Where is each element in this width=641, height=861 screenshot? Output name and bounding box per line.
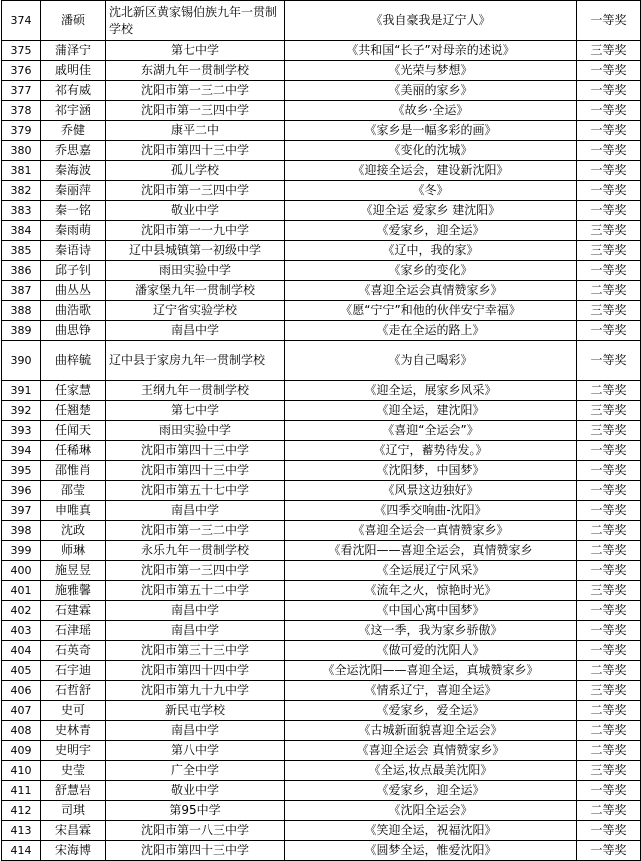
award-level: 一等奖 [577,461,641,481]
table-row [2,781,641,801]
award-level: 二等奖 [577,741,641,761]
award-level: 二等奖 [577,541,641,561]
table-row [2,801,641,821]
award-level: 一等奖 [577,161,641,181]
award-table [1,0,641,861]
work-title: 《迎全运，展家乡风采》 [285,381,577,401]
school-name: 沈阳市第五十二中学 [106,581,285,601]
work-title: 《全运展辽宁风采》 [285,561,577,581]
row-number: 414 [2,841,41,861]
school-name: 王纲九年一贯制学校 [106,381,285,401]
student-name: 石宇迪 [41,661,106,681]
table-row [2,461,641,481]
school-name: 沈阳市第四十三中学 [106,441,285,461]
school-name: 沈阳市第五十七中学 [106,481,285,501]
table-row [2,541,641,561]
row-number: 409 [2,741,41,761]
table-row [2,521,641,541]
row-number: 405 [2,661,41,681]
award-level: 一等奖 [577,561,641,581]
row-number: 403 [2,621,41,641]
student-name: 施昱昱 [41,561,106,581]
table-row [2,261,641,281]
school-name: 沈北新区黄家锡伯族九年一贯制学校 [106,1,285,41]
table-row [2,221,641,241]
award-level: 一等奖 [577,441,641,461]
row-number: 400 [2,561,41,581]
work-title: 《全运,妆点最美沈阳》 [285,761,577,781]
work-title: 《迎接全运会，建设新沈阳》 [285,161,577,181]
student-name: 邱子钊 [41,261,106,281]
school-name: 沈阳市第一三二中学 [106,81,285,101]
school-name: 南昌中学 [106,501,285,521]
student-name: 史林青 [41,721,106,741]
student-name: 史明宇 [41,741,106,761]
work-title: 《笑迎全运，祝福沈阳》 [285,821,577,841]
row-number: 388 [2,301,41,321]
school-name: 第八中学 [106,741,285,761]
award-level: 一等奖 [577,501,641,521]
work-title: 《故乡·全运》 [285,101,577,121]
table-row [2,641,641,661]
table-row [2,601,641,621]
student-name: 邵莹 [41,481,106,501]
row-number: 404 [2,641,41,661]
school-name: 沈阳市第四十三中学 [106,141,285,161]
award-level: 三等奖 [577,681,641,701]
student-name: 宋海博 [41,841,106,861]
student-name: 秦一铭 [41,201,106,221]
student-name: 曲梓毓 [41,341,106,381]
row-number: 407 [2,701,41,721]
row-number: 413 [2,821,41,841]
student-name: 蒲泽宁 [41,41,106,61]
school-name: 广全中学 [106,761,285,781]
award-level: 一等奖 [577,781,641,801]
school-name: 南昌中学 [106,601,285,621]
table-row [2,741,641,761]
student-name: 戚明佳 [41,61,106,81]
school-name: 南昌中学 [106,321,285,341]
table-row [2,121,641,141]
row-number: 397 [2,501,41,521]
table-row [2,701,641,721]
award-level: 一等奖 [577,341,641,381]
award-level: 一等奖 [577,481,641,501]
table-row [2,141,641,161]
table-row [2,561,641,581]
work-title: 《喜迎“全运会”》 [285,421,577,441]
award-level: 二等奖 [577,281,641,301]
work-title: 《流年之火，惊艳时光》 [285,581,577,601]
work-title: 《家乡的变化》 [285,261,577,281]
student-name: 石建霖 [41,601,106,621]
row-number: 390 [2,341,41,381]
student-name: 沈政 [41,521,106,541]
row-number: 391 [2,381,41,401]
work-title: 《圆梦全运，惟爱沈阳》 [285,841,577,861]
award-level: 一等奖 [577,261,641,281]
school-name: 沈阳市第一三四中学 [106,101,285,121]
student-name: 祁宇涵 [41,101,106,121]
award-level: 二等奖 [577,721,641,741]
student-name: 秦丽萍 [41,181,106,201]
student-name: 乔思嘉 [41,141,106,161]
work-title: 《喜迎全运会 真情赞家乡》 [285,741,577,761]
school-name: 孤儿学校 [106,161,285,181]
row-number: 401 [2,581,41,601]
student-name: 曲思铮 [41,321,106,341]
table-row [2,661,641,681]
row-number: 395 [2,461,41,481]
work-title: 《古城新面貌喜迎全运会》 [285,721,577,741]
award-level: 一等奖 [577,81,641,101]
table-row [2,41,641,61]
award-level: 一等奖 [577,641,641,661]
student-name: 任翘楚 [41,401,106,421]
student-name: 曲浩歌 [41,301,106,321]
work-title: 《辽宁，蓄势待发。》 [285,441,577,461]
student-name: 秦雨萌 [41,221,106,241]
school-name: 辽宁省实验学校 [106,301,285,321]
award-level: 一等奖 [577,61,641,81]
school-name: 沈阳市第一三二中学 [106,521,285,541]
work-title: 《看沈阳——喜迎全运会，真情赞家乡 [285,541,577,561]
row-number: 402 [2,601,41,621]
work-title: 《迎全运 爱家乡 建沈阳》 [285,201,577,221]
school-name: 沈阳市第九十九中学 [106,681,285,701]
row-number: 387 [2,281,41,301]
table-row [2,181,641,201]
award-level: 一等奖 [577,621,641,641]
student-name: 师琳 [41,541,106,561]
row-number: 377 [2,81,41,101]
row-number: 381 [2,161,41,181]
award-level: 一等奖 [577,181,641,201]
school-name: 南昌中学 [106,621,285,641]
student-name: 石哲舒 [41,681,106,701]
award-level: 一等奖 [577,121,641,141]
award-level: 二等奖 [577,381,641,401]
award-level: 三等奖 [577,401,641,421]
row-number: 382 [2,181,41,201]
row-number: 389 [2,321,41,341]
school-name: 辽中县于家房九年一贯制学校 [106,341,285,381]
work-title: 《光荣与梦想》 [285,61,577,81]
work-title: 《变化的沈城》 [285,141,577,161]
award-level: 三等奖 [577,421,641,441]
student-name: 申唯真 [41,501,106,521]
school-name: 沈阳市第四十四中学 [106,661,285,681]
student-name: 任家慧 [41,381,106,401]
work-title: 《喜迎全运会真情赞家乡》 [285,281,577,301]
school-name: 东湖九年一贯制学校 [106,61,285,81]
table-row [2,761,641,781]
row-number: 406 [2,681,41,701]
work-title: 《沈阳梦，中国梦》 [285,461,577,481]
school-name: 沈阳市第四十三中学 [106,461,285,481]
row-number: 399 [2,541,41,561]
table-row [2,341,641,381]
table-row [2,681,641,701]
work-title: 《情系辽宁，喜迎全运》 [285,681,577,701]
row-number: 384 [2,221,41,241]
school-name: 沈阳市第四十三中学 [106,841,285,861]
work-title: 《全运沈阳——喜迎全运，真城赞家乡》 [285,661,577,681]
award-level: 一等奖 [577,601,641,621]
student-name: 乔健 [41,121,106,141]
school-name: 永乐九年一贯制学校 [106,541,285,561]
award-level: 二等奖 [577,521,641,541]
table-row [2,481,641,501]
row-number: 383 [2,201,41,221]
table-row [2,241,641,261]
award-level: 三等奖 [577,221,641,241]
student-name: 石津瑶 [41,621,106,641]
student-name: 舒慧岩 [41,781,106,801]
award-level: 三等奖 [577,581,641,601]
award-level: 二等奖 [577,661,641,681]
work-title: 《走在全运的路上》 [285,321,577,341]
award-level: 二等奖 [577,801,641,821]
school-name: 沈阳市第一八三中学 [106,821,285,841]
row-number: 408 [2,721,41,741]
school-name: 康平二中 [106,121,285,141]
row-number: 380 [2,141,41,161]
work-title: 《迎全运，建沈阳》 [285,401,577,421]
work-title: 《中国心寓中国梦》 [285,601,577,621]
row-number: 394 [2,441,41,461]
row-number: 396 [2,481,41,501]
work-title: 《爱家乡，爱全运》 [285,701,577,721]
table-row [2,301,641,321]
award-level: 一等奖 [577,841,641,861]
student-name: 史莹 [41,761,106,781]
award-table-body [2,1,641,861]
school-name: 沈阳市第三十三中学 [106,641,285,661]
table-row [2,401,641,421]
table-row [2,821,641,841]
student-name: 司琪 [41,801,106,821]
work-title: 《风景这边独好》 [285,481,577,501]
award-level: 二等奖 [577,701,641,721]
student-name: 石英奇 [41,641,106,661]
student-name: 宋昌霖 [41,821,106,841]
table-row [2,581,641,601]
row-number: 378 [2,101,41,121]
work-title: 《愿“宁宁”和他的伙伴安宁幸福》 [285,301,577,321]
student-name: 任闻天 [41,421,106,441]
row-number: 374 [2,1,41,41]
work-title: 《冬》 [285,181,577,201]
row-number: 386 [2,261,41,281]
table-row [2,381,641,401]
row-number: 375 [2,41,41,61]
student-name: 秦语诗 [41,241,106,261]
work-title: 《家乡是一幅多彩的画》 [285,121,577,141]
student-name: 史可 [41,701,106,721]
school-name: 雨田实验中学 [106,261,285,281]
student-name: 潘硕 [41,1,106,41]
work-title: 《爱家乡，迎全运》 [285,221,577,241]
work-title: 《这一季，我为家乡骄傲》 [285,621,577,641]
award-level: 一等奖 [577,201,641,221]
school-name: 雨田实验中学 [106,421,285,441]
row-number: 393 [2,421,41,441]
award-level: 三等奖 [577,241,641,261]
table-row [2,1,641,41]
school-name: 第七中学 [106,401,285,421]
table-row [2,201,641,221]
school-name: 新民屯学校 [106,701,285,721]
award-level: 一等奖 [577,821,641,841]
row-number: 379 [2,121,41,141]
school-name: 南昌中学 [106,721,285,741]
row-number: 398 [2,521,41,541]
work-title: 《辽中，我的家》 [285,241,577,261]
row-number: 392 [2,401,41,421]
school-name: 潘家堡九年一贯制学校 [106,281,285,301]
student-name: 秦海波 [41,161,106,181]
table-row [2,161,641,181]
table-row [2,621,641,641]
row-number: 376 [2,61,41,81]
award-level: 一等奖 [577,1,641,41]
school-name: 沈阳市第一一九中学 [106,221,285,241]
row-number: 411 [2,781,41,801]
school-name: 沈阳市第一三四中学 [106,561,285,581]
table-row [2,841,641,861]
row-number: 385 [2,241,41,261]
table-row [2,61,641,81]
table-row [2,721,641,741]
table-row [2,441,641,461]
student-name: 施雅馨 [41,581,106,601]
school-name: 第七中学 [106,41,285,61]
row-number: 410 [2,761,41,781]
table-row [2,421,641,441]
table-row [2,101,641,121]
award-level: 一等奖 [577,321,641,341]
school-name: 辽中县城镇第一初级中学 [106,241,285,261]
table-row [2,501,641,521]
table-row [2,321,641,341]
work-title: 《为自己喝彩》 [285,341,577,381]
student-name: 曲丛丛 [41,281,106,301]
award-level: 一等奖 [577,101,641,121]
school-name: 沈阳市第一三四中学 [106,181,285,201]
work-title: 《共和国“长子”对母亲的述说》 [285,41,577,61]
work-title: 《做可爱的沈阳人》 [285,641,577,661]
student-name: 邵惟肖 [41,461,106,481]
row-number: 412 [2,801,41,821]
award-level: 三等奖 [577,301,641,321]
work-title: 《四季交响曲-沈阳》 [285,501,577,521]
school-name: 敬业中学 [106,781,285,801]
work-title: 《我自豪我是辽宁人》 [285,1,577,41]
school-name: 敬业中学 [106,201,285,221]
award-level: 一等奖 [577,141,641,161]
award-level: 三等奖 [577,41,641,61]
table-row [2,81,641,101]
work-title: 《沈阳全运会》 [285,801,577,821]
student-name: 祁有威 [41,81,106,101]
award-level: 三等奖 [577,761,641,781]
school-name: 第95中学 [106,801,285,821]
student-name: 任稀琳 [41,441,106,461]
table-row [2,281,641,301]
work-title: 《喜迎全运会一真情赞家乡》 [285,521,577,541]
work-title: 《美丽的家乡》 [285,81,577,101]
work-title: 《爱家乡，迎全运》 [285,781,577,801]
